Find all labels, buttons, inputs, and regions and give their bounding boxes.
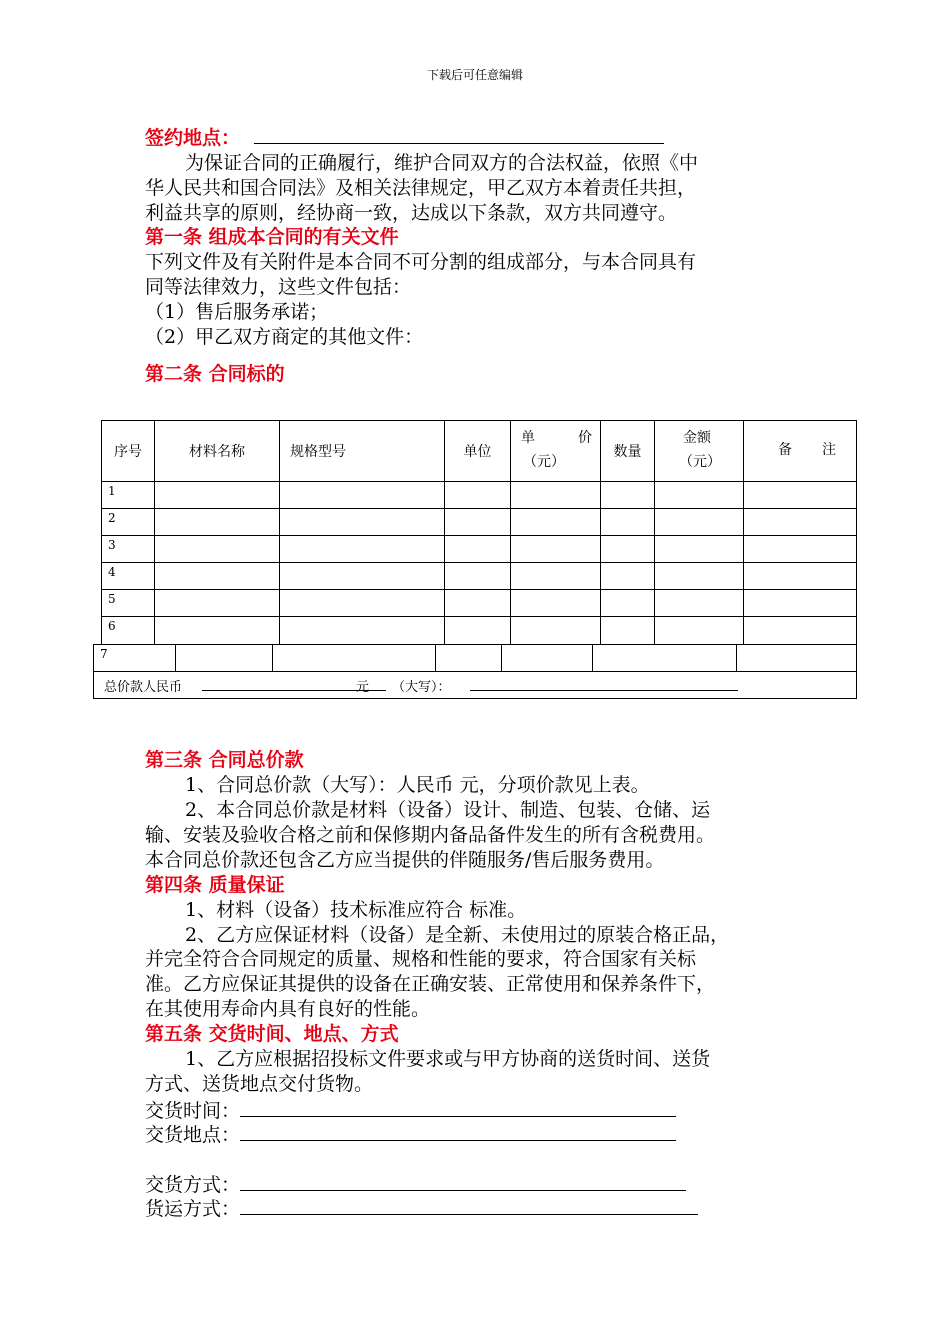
article-3-line-2: 2、本合同总价款是材料（设备）设计、制造、包装、仓储、运 [185,799,711,821]
total-caps-label: （大写）： [392,680,451,695]
article-3-line-1: 1、合同总价款（大写）：人民币 元，分项价款见上表。 [185,774,650,796]
article-3-title: 第三条 合同总价款 [145,749,304,771]
delivery-time-label: 交货时间： [145,1100,241,1122]
total-caps-field[interactable] [470,674,738,691]
article-4-line-3: 并完全符合合同规定的质量、规格和性能的要求，符合国家有关标 [145,948,697,970]
article-2-title: 第二条 合同标的 [145,363,285,385]
total-row [93,671,857,699]
shipping-method-label: 货运方式： [145,1198,241,1220]
signing-place-label: 签约地点 [145,127,222,149]
header-no: 序号 [101,420,155,482]
total-unit: 元 [356,680,370,695]
article-5-line-2: 方式、送货地点交付货物。 [145,1073,374,1095]
article-1-line-4: （2）甲乙双方商定的其他文件： [145,326,424,348]
signing-place-field[interactable] [254,125,664,144]
delivery-method-field[interactable] [240,1172,686,1191]
article-1-line-2: 同等法律效力，这些文件包括： [145,276,412,298]
intro-line-1: 为保证合同的正确履行，维护合同双方的合法权益，依照《中 [185,152,699,174]
article-5-line-1: 1、乙方应根据招投标文件要求或与甲方协商的送货时间、送货 [185,1048,711,1070]
article-1-line-3: （1）售后服务承诺； [145,301,329,323]
delivery-place-label: 交货地点： [145,1124,241,1146]
article-3-line-3: 输、安装及验收合格之前和保修期内备品备件发生的所有含税费用。 [145,824,716,846]
article-4-line-1: 1、材料（设备）技术标准应符合 标准。 [185,899,527,921]
delivery-place-field[interactable] [240,1122,676,1141]
intro-line-2: 华人民共和国合同法》及相关法律规定，甲乙双方本着责任共担， [145,177,697,199]
header-unit: 单位 [444,420,511,482]
header-amount: 金额 （元） [654,420,744,482]
article-5-title: 第五条 交货时间、地点、方式 [145,1023,399,1045]
article-1-title: 第一条 组成本合同的有关文件 [145,226,399,248]
shipping-method-field[interactable] [240,1196,698,1215]
article-4-line-4: 准。乙方应保证其提供的设备在正确安装、正常使用和保养条件下， [145,973,716,995]
delivery-method-row [145,1172,686,1197]
signing-place-line: 签约地点： [145,125,664,150]
intro-line-3: 利益共享的原则，经协商一致，达成以下条款，双方共同遵守。 [145,202,678,224]
delivery-place-row [145,1122,676,1147]
header-quantity: 数量 [600,420,655,482]
header-note: 下载后可任意编辑 [426,68,523,82]
total-label: 总价款人民币 [104,680,183,695]
article-4-line-5: 在其使用寿命内具有良好的性能。 [145,998,431,1020]
article-1-line-1: 下列文件及有关附件是本合同不可分割的组成部分，与本合同具有 [145,251,697,273]
header-material-name: 材料名称 [154,420,280,482]
article-3-line-4: 本合同总价款还包含乙方应当提供的伴随服务/售后服务费用。 [145,849,665,871]
shipping-method-row [145,1196,698,1221]
header-spec: 规格型号 [279,420,445,482]
article-4-line-2: 2、乙方应保证材料（设备）是全新、未使用过的原装合格正品， [185,924,730,946]
delivery-time-row [145,1098,676,1123]
header-remark: 备 注 [743,420,857,482]
delivery-time-field[interactable] [240,1098,676,1117]
article-4-title: 第四条 质量保证 [145,874,285,896]
header-unit-price: 单 价 （元） [510,420,601,482]
delivery-method-label: 交货方式： [145,1174,241,1196]
